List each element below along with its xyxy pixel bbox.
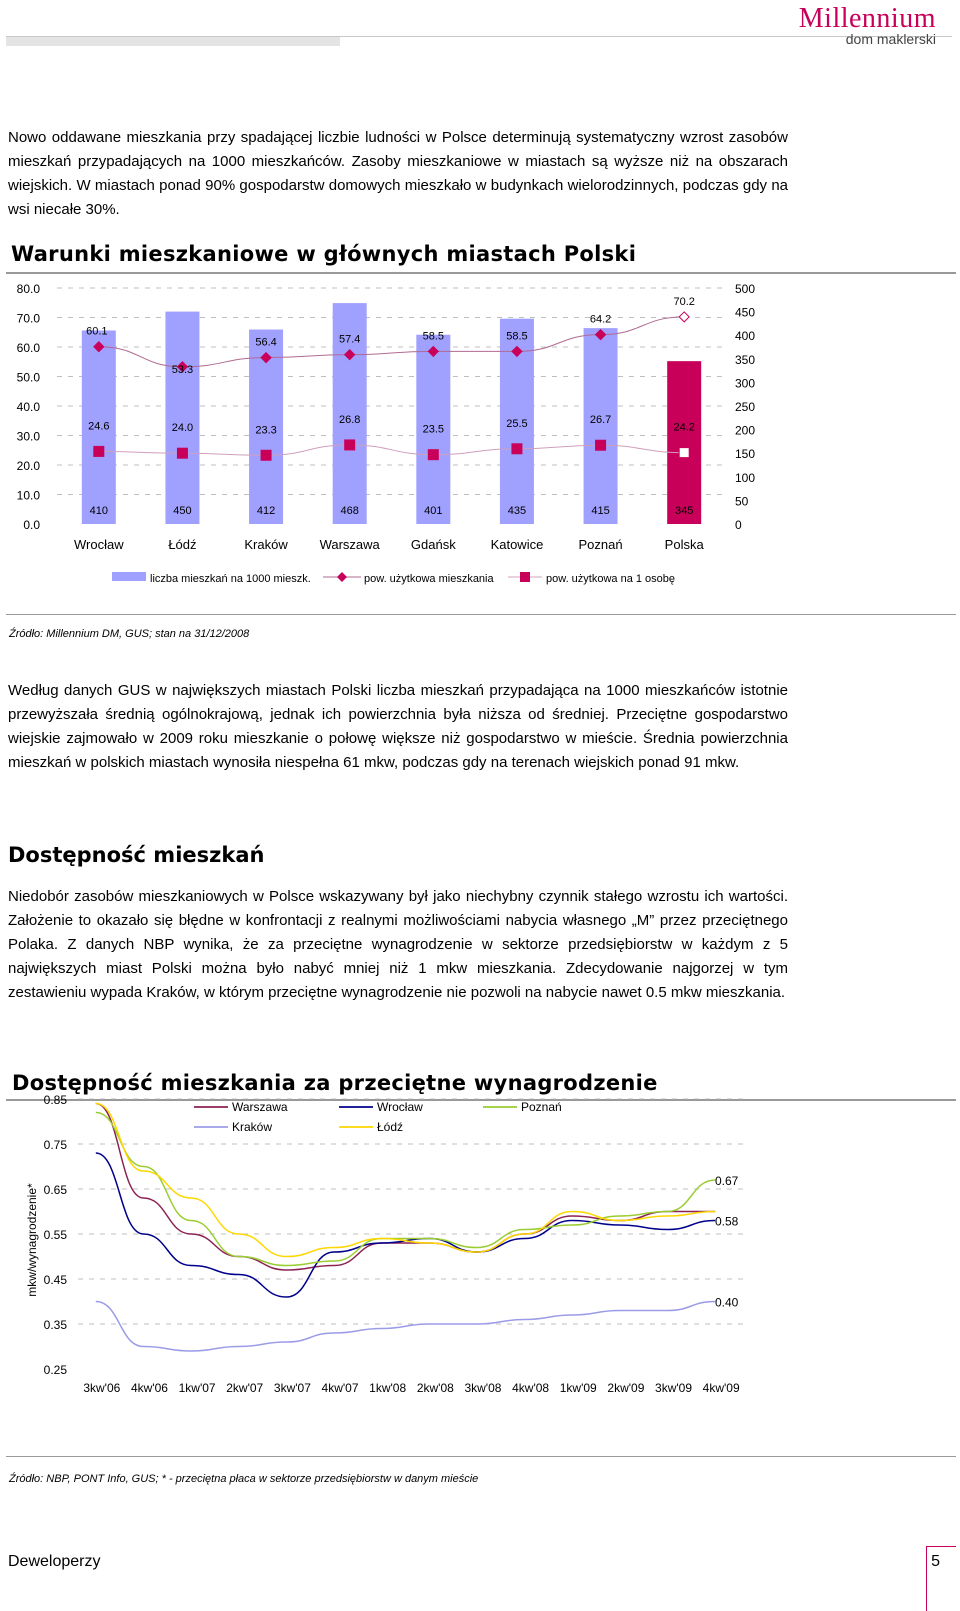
area-per-person-value-label: 23.5 [422, 423, 445, 436]
housing-conditions-chart [0, 280, 960, 600]
right-axis-tick: 250 [735, 400, 756, 414]
y-axis-label: mkw/wynagrodzenie* [25, 1183, 39, 1297]
bar-value-label: 401 [424, 505, 443, 517]
legend-label-per-person: pow. użytkowa na 1 osobę [546, 573, 676, 585]
right-axis-tick: 350 [735, 352, 756, 367]
footer-section-label: Deweloperzy [8, 1553, 101, 1570]
y-axis-tick: 0.85 [43, 1093, 67, 1107]
right-axis-tick: 500 [735, 282, 756, 296]
area-per-person-marker [679, 448, 689, 458]
category-label-wroclaw: Wrocław [74, 537, 124, 552]
bar-lodz [165, 312, 199, 524]
right-axis-tick: 100 [735, 470, 756, 485]
affordability-chart [0, 1093, 960, 1450]
area-value-label: 57.4 [338, 333, 361, 346]
brand-logo [776, 4, 936, 46]
area-value-label: 53.3 [171, 363, 194, 376]
legend-label-krakow: Kraków [232, 1120, 273, 1134]
left-axis-tick: 30.0 [16, 429, 40, 444]
area-per-person-value-label: 23.3 [255, 424, 277, 437]
end-value-label: 0.58 [715, 1214, 739, 1229]
series-line-krakow [96, 1302, 715, 1352]
left-axis-tick: 80.0 [16, 282, 40, 296]
legend-marker-per-person [520, 572, 530, 582]
area-per-person-marker [177, 448, 187, 458]
right-axis-tick: 50 [735, 494, 749, 509]
x-axis-tick: 3kw'07 [273, 1381, 311, 1395]
category-label-poznan: Poznań [578, 537, 623, 552]
y-axis-tick: 0.75 [43, 1138, 67, 1152]
chart1-title: Warunki mieszkaniowe w głównych miastach Polski [11, 242, 637, 266]
x-axis-tick: 4kw'06 [130, 1381, 168, 1395]
bar-value-label: 412 [256, 505, 276, 517]
chart2-source: Źródło: NBP, PONT Info, GUS; * - przeciętna płaca w sektorze przedsiębiorstw w danym mieście [9, 1473, 479, 1485]
legend-label-wroclaw: Wrocław [377, 1100, 423, 1114]
legend-label-poznan: Poznań [521, 1100, 562, 1114]
category-label-gdansk: Gdańsk [410, 537, 456, 552]
area-per-person-marker [261, 450, 271, 460]
legend-label-lodz: Łódź [377, 1120, 404, 1134]
y-axis-tick: 0.25 [43, 1363, 67, 1377]
x-axis-tick: 4kw'07 [321, 1381, 359, 1395]
category-label-katowice: Katowice [490, 537, 544, 552]
x-axis-tick: 1kw'08 [369, 1381, 407, 1395]
right-axis-tick: 200 [735, 423, 756, 438]
x-axis-tick: 2kw'09 [607, 1381, 645, 1395]
area-per-person-value-label: 26.8 [338, 413, 361, 426]
area-value-label: 56.4 [255, 336, 277, 349]
section-heading: Dostępność mieszkań [8, 843, 265, 867]
area-per-person-marker [512, 444, 522, 454]
footer-accent-vertical [926, 1546, 927, 1611]
left-axis-tick: 10.0 [16, 488, 40, 503]
area-value-label: 60.1 [86, 325, 108, 338]
y-axis-tick: 0.55 [43, 1228, 67, 1242]
area-per-person-marker [345, 440, 355, 450]
area-per-person-marker [94, 446, 104, 456]
y-axis-tick: 0.35 [43, 1318, 67, 1332]
area-value-label: 58.5 [422, 330, 445, 343]
area-value-label: 64.2 [589, 313, 612, 326]
area-per-person-value-label: 24.6 [88, 420, 110, 433]
bar-value-label: 410 [89, 505, 108, 517]
page-number: 5 [931, 1553, 940, 1570]
left-axis-tick: 70.0 [16, 311, 40, 326]
right-axis-tick: 400 [735, 329, 756, 344]
bar-value-label: 345 [675, 505, 694, 517]
y-axis-tick: 0.45 [43, 1273, 67, 1287]
footer-accent-horizontal [926, 1546, 956, 1547]
area-per-person-value-label: 26.7 [589, 414, 612, 427]
bar-value-label: 468 [340, 505, 359, 517]
x-axis-tick: 2kw'08 [416, 1381, 454, 1395]
right-axis-tick: 300 [735, 376, 756, 391]
left-axis-tick: 20.0 [16, 459, 40, 473]
area-marker [679, 312, 689, 322]
end-value-label: 0.67 [715, 1174, 739, 1188]
series-line-warszawa [96, 1104, 715, 1271]
chart1-source: Źródło: Millennium DM, GUS; stan na 31/12/2008 [9, 628, 250, 640]
chart2-source-divider [6, 1456, 956, 1457]
logo-name: Millennium [798, 3, 936, 34]
header-bar [6, 36, 340, 46]
chart1-title-underline [6, 272, 956, 274]
right-axis-tick: 150 [735, 447, 756, 462]
category-label-lodz: Łódź [168, 537, 197, 552]
series-line-wroclaw [96, 1153, 715, 1297]
x-axis-tick: 2kw'07 [226, 1381, 264, 1395]
area-per-person-marker [428, 450, 438, 460]
category-label-polska: Polska [664, 537, 704, 552]
bar-polska [667, 361, 701, 524]
bar-value-label: 415 [591, 505, 610, 517]
legend-label-area: pow. użytkowa mieszkania [364, 573, 494, 585]
legend-label-bars: liczba mieszkań na 1000 mieszk. [150, 573, 311, 585]
chart1-source-divider [6, 614, 956, 615]
legend-marker-area [337, 572, 347, 582]
gus-paragraph: Według danych GUS w największych miastach Polski liczba mieszkań przypadająca na 1000 mieszkańców istotnie przewyższała średnią ogólnokrajową, jednak ich powierzchnia była niższa od średniej. Przeciętne gospodarstwo wiejskie zajmowało w 2009 roku mieszkanie o połowę większe niż gospodarstwo w mieście. Średnia powierzchnia mieszkań w polskich miastach wynosiła niespełna 61 mkw, podczas gdy na terenach wiejskich ponad 91 mkw. [8, 682, 788, 771]
x-axis-tick: 3kw'09 [655, 1381, 693, 1395]
x-axis-tick: 1kw'09 [559, 1381, 597, 1395]
intro-paragraph: Nowo oddawane mieszkania przy spadającej liczbie ludności w Polsce determinują systematyczny wzrost zasobów mieszkań przypadających na 1000 mieszkańców. Zasoby mieszkaniowe w miastach są wyższe niż na obszarach wiejskich. W miastach ponad 90% gospodarstw domowych mieszkało w budynkach wielorodzinnych, podczas gdy na wsi niecałe 30%. [8, 129, 788, 218]
bar-value-label: 450 [173, 505, 192, 517]
area-per-person-marker [596, 440, 606, 450]
area-value-label: 70.2 [673, 295, 695, 308]
left-axis-tick: 0.0 [23, 518, 40, 532]
right-axis-tick: 450 [735, 305, 756, 320]
x-axis-tick: 1kw'07 [178, 1381, 216, 1395]
chart2-title: Dostępność mieszkania za przeciętne wynagrodzenie [12, 1071, 658, 1095]
legend-swatch-bars [112, 572, 146, 581]
x-axis-tick: 3kw'06 [83, 1381, 121, 1395]
x-axis-tick: 4kw'08 [512, 1381, 550, 1395]
area-value-label: 58.5 [506, 330, 528, 343]
logo-subtitle: dom maklerski [845, 31, 936, 47]
area-per-person-value-label: 25.5 [506, 417, 528, 430]
left-axis-tick: 60.0 [16, 341, 40, 355]
bar-value-label: 435 [507, 505, 527, 517]
category-label-krakow: Kraków [244, 537, 288, 552]
left-axis-tick: 40.0 [16, 400, 40, 414]
y-axis-tick: 0.65 [43, 1183, 67, 1197]
availability-paragraph: Niedobór zasobów mieszkaniowych w Polsce wskazywany był jako niechybny czynnik stałego wzrostu ich wartości. Założenie to okazało się błędne w konfrontacji z realnymi możliwościami nabycia własnego „M” przez przeciętnego Polaka. Z danych NBP wynika, że za przeciętne wynagrodzenie w sektorze przedsiębiorstw w każdym z 5 największych miast Polski można było nabyć mniej niż 1 mkw mieszkania. Zdecydowanie najgorzej w tym zestawieniu wypada Kraków, w którym przeciętne wynagrodzenie nie pozwoli na nabycie nawet 0.5 mkw mieszkania. [8, 888, 788, 1001]
legend-label-warszawa: Warszawa [232, 1100, 288, 1114]
category-label-warszawa: Warszawa [319, 537, 380, 552]
x-axis-tick: 3kw'08 [464, 1381, 502, 1395]
x-axis-tick: 4kw'09 [702, 1381, 740, 1395]
left-axis-tick: 50.0 [16, 370, 40, 385]
end-value-label: 0.40 [715, 1295, 739, 1310]
area-per-person-value-label: 24.2 [673, 421, 695, 434]
right-axis-tick: 0 [735, 518, 742, 532]
area-per-person-value-label: 24.0 [171, 422, 194, 435]
